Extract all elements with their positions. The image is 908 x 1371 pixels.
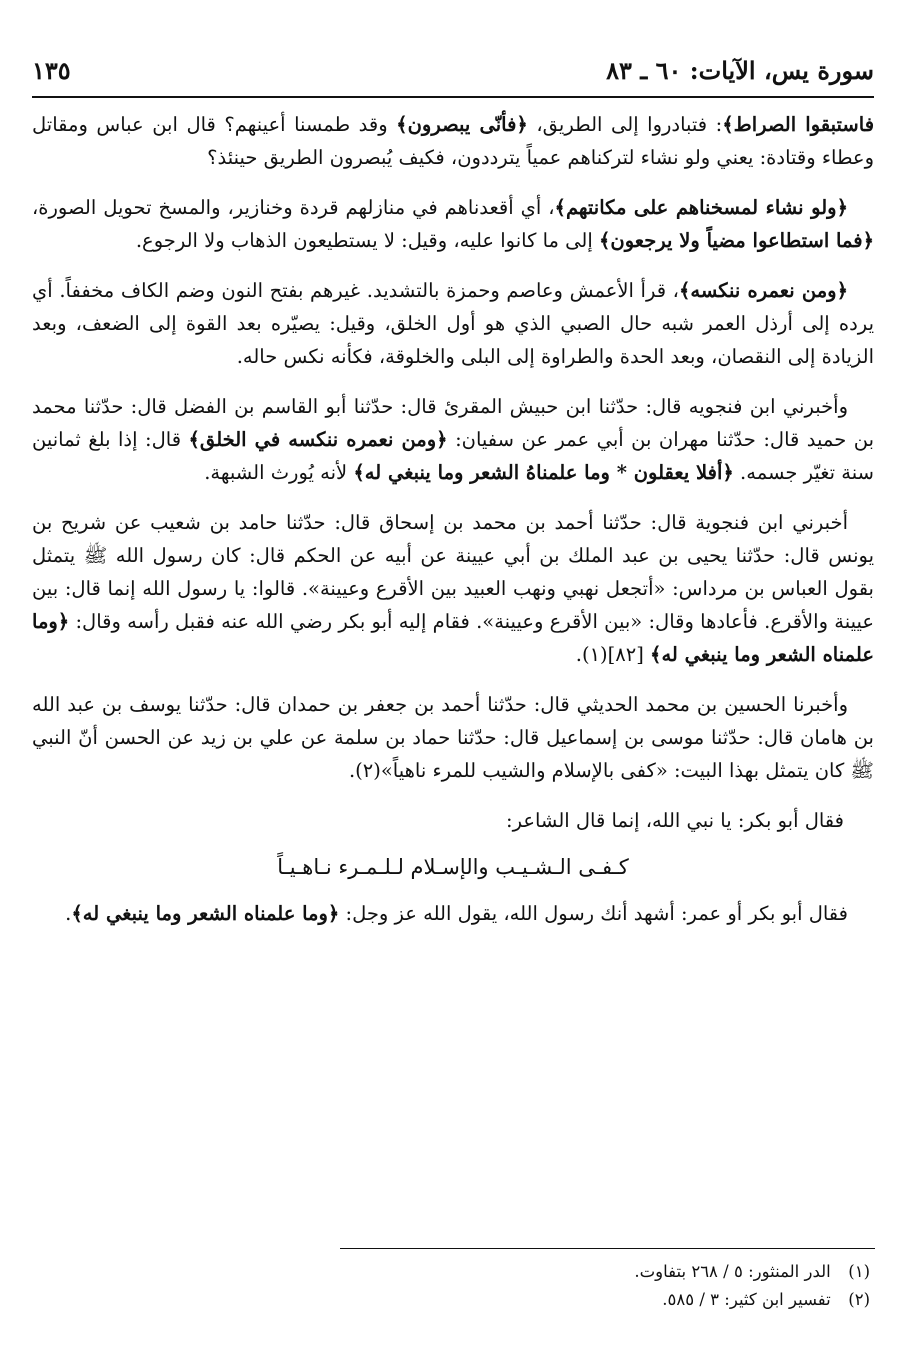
header-rule — [32, 96, 874, 98]
footnote-number: (٢) — [848, 1290, 870, 1309]
quran-quote: فاستبقوا الصراط﴾ — [722, 113, 875, 136]
quran-quote: ﴿فأنّى يبصرون﴾ — [396, 113, 528, 136]
text-run: لأنه يُورث الشبهة. — [204, 461, 354, 484]
page-number: ١٣٥ — [32, 56, 71, 85]
quran-quote: ﴿أفلا يعقلون * وما علمناهُ الشعر وما ينبغي له﴾ — [353, 461, 734, 484]
text-run: ، قرأ الأعمش وعاصم وحمزة بالتشديد. غيرهم بفتح النون وضم الكاف مخففاً. أي يرده إلى أرذل العمر شبه حال الصبي الذي هو أول الخلق، وقيل: يصيّره بعد القوة إلى الضعف، وبعد الزيادة إلى النقصان، وبعد الحدة والطراوة إلى البلى والخلوقة، فكأنه نكس حاله. — [32, 279, 874, 368]
text-run: ، أي أقعدناهم في منازلهم قردة وخنازير، والمسخ تحويل الصورة، — [32, 196, 555, 219]
paragraph — [32, 688, 874, 787]
text-run: فقال أبو بكر أو عمر: أشهد أنك رسول الله، يقول الله عز وجل: — [339, 902, 848, 925]
paragraph — [32, 191, 874, 257]
text-run: وأخبرنا الحسين بن محمد الحديثي قال: حدّثنا أحمد بن جعفر بن حمدان قال: حدّثنا يوسف بن عبد الله بن هامان قال: حدّثنا موسى بن إسماعيل قال: حدّثنا حماد بن سلمة عن علي بن زيد عن الحسن أنّ النبي ﷺ كان يتمثل بهذا البيت: «كفى بالإسلام والشيب للمرء ناهياً»(٢). — [32, 693, 874, 782]
text-run: قال: إذا بلغ ثمانين سنة تغيّر جسمه. — [32, 428, 874, 484]
quran-quote: ﴿فما استطاعوا مضياً ولا يرجعون﴾ — [598, 229, 874, 252]
running-title: سورة يس، الآيات: ٦٠ ـ ٨٣ — [606, 56, 874, 85]
quran-quote: ﴿وما علمناه الشعر وما ينبغي له﴾ — [32, 610, 874, 666]
footnotes — [32, 1258, 874, 1314]
footnote — [32, 1286, 874, 1314]
poem-intro: فقال أبو بكر: يا نبي الله، إنما قال الشاعر: — [506, 809, 844, 832]
poem-verse: كـفـى الـشـيـب والإسـلام لـلـمـرء نـاهـيـاً — [277, 855, 629, 879]
text-run: إلى ما كانوا عليه، وقيل: لا يستطيعون الذهاب ولا الرجوع. — [135, 229, 599, 252]
footnote-text: تفسير ابن كثير: ٣ / ٥٨٥. — [662, 1290, 831, 1309]
paragraph — [32, 108, 874, 174]
footnote-number: (١) — [848, 1262, 870, 1281]
footnote — [32, 1258, 874, 1286]
quran-quote: ﴿ولو نشاء لمسخناهم على مكانتهم﴾ — [554, 196, 848, 219]
quran-quote: ﴿ومن نعمره ننكسه﴾ — [678, 279, 848, 302]
text-run: وقد طمسنا أعينهم؟ قال ابن عباس ومقاتل وعطاء وقتادة: يعني ولو نشاء لتركناهم عمياً يترددون، فكيف يُبصرون الطريق حينئذ؟ — [32, 113, 874, 169]
text-run: أخبرني ابن فنجوية قال: حدّثنا أحمد بن محمد بن إسحاق قال: حدّثنا حامد بن شعيب عن شريح بن يونس قال: حدّثنا يحيى بن عبد الملك بن أبي عيينة عن أبيه عن الحكم قال: كان رسول الله ﷺ يتمثل بقول العباس بن مرداس: «أتجعل نهبي ونهب العبيد بين الأقرع وعيينة». قالوا: يا رسول الله إنما قال: بين عيينة والأقرع. فأعادها وقال: «بين الأقرع وعيينة». فقام إليه أبو بكر رضي الله عنه فقبل رأسه وقال: — [32, 511, 874, 633]
quran-quote: ﴿ومن نعمره ننكسه في الخلق﴾ — [188, 428, 448, 451]
text-run: وأخبرني ابن فنجويه قال: حدّثنا ابن حبيش المقرئ قال: حدّثنا أبو القاسم بن الفضل قال: حدّثنا محمد بن حميد قال: حدّثنا مهران بن أبي عمر عن سفيان: — [32, 395, 875, 451]
paragraph — [32, 506, 874, 671]
paragraph — [32, 274, 874, 373]
footnote-rule — [340, 1248, 875, 1249]
quran-quote: ﴿وما علمناه الشعر وما ينبغي له﴾ — [71, 902, 340, 925]
page-header — [32, 50, 874, 90]
paragraph — [32, 390, 874, 489]
text-run: [٨٢](١). — [575, 643, 651, 666]
text-run: . — [65, 902, 72, 925]
page-body — [32, 108, 874, 947]
text-run: : فتبادروا إلى الطريق، — [527, 113, 723, 136]
footnote-text: الدر المنثور: ٥ / ٢٦٨ بتفاوت. — [634, 1262, 831, 1281]
final-paragraph — [32, 897, 874, 930]
